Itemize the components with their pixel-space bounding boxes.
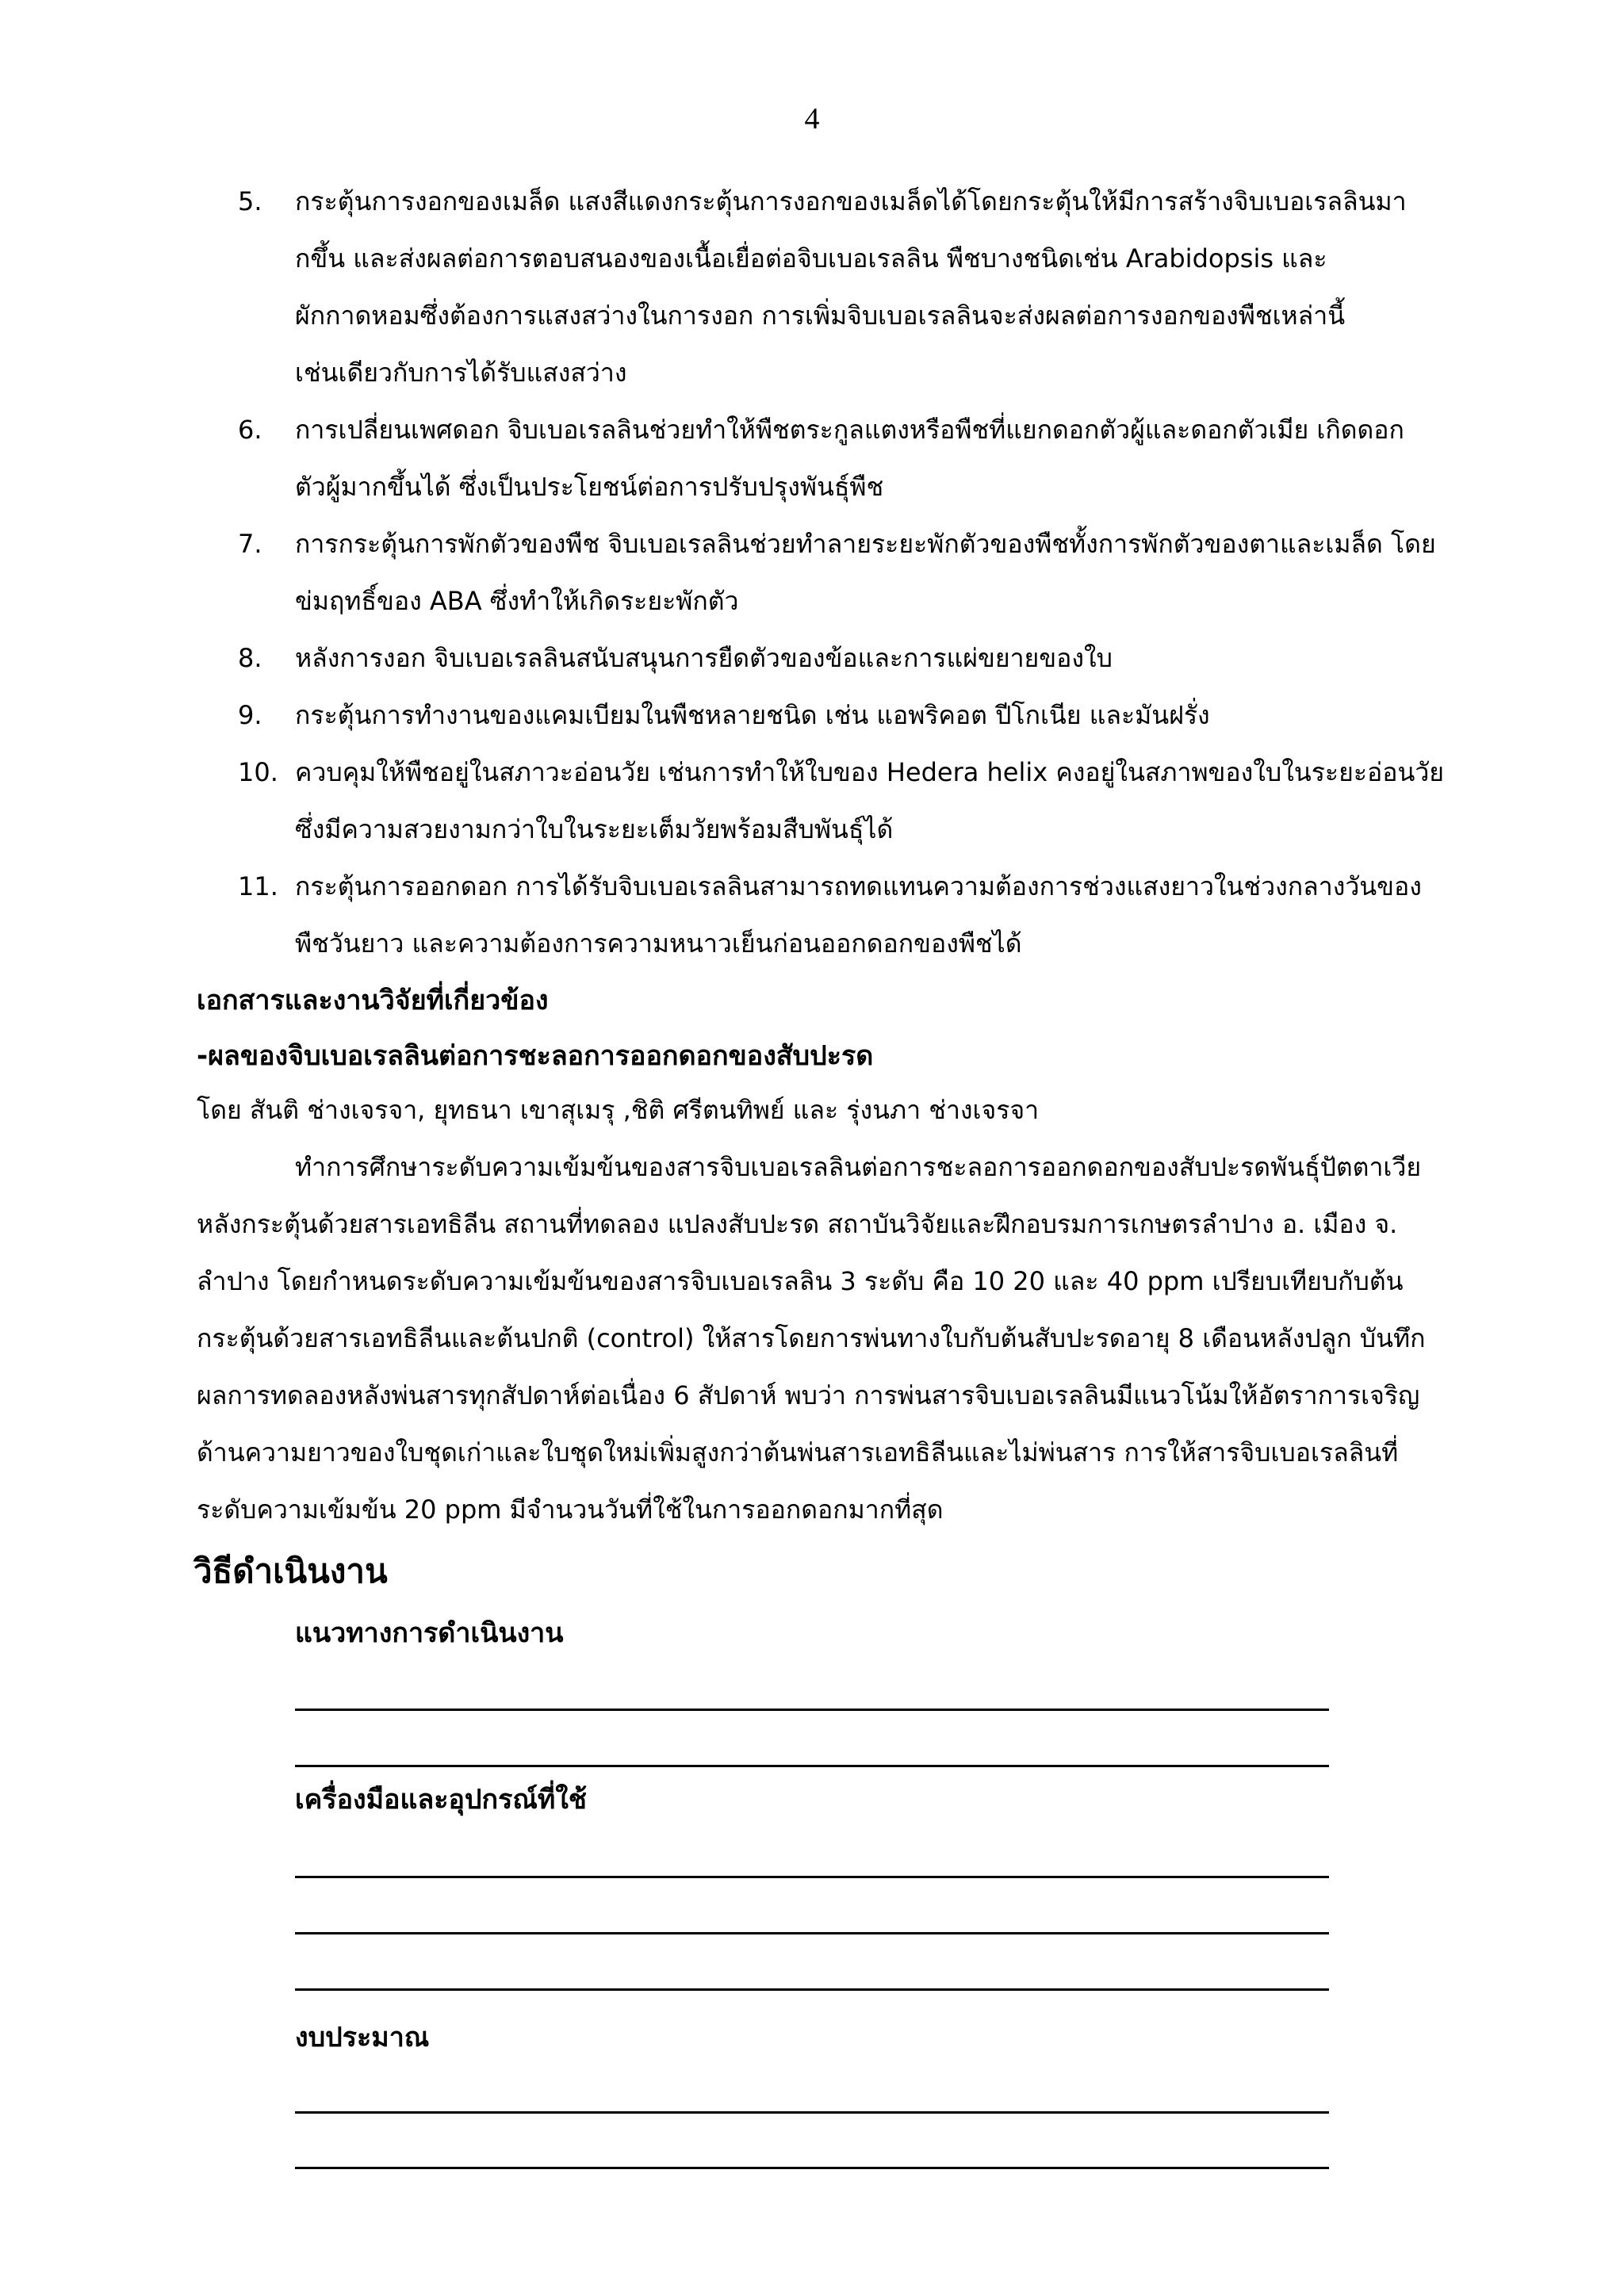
list-item-number: 10. [238,757,278,787]
approach-label: แนวทางการดำเนินงาน [295,1617,564,1649]
list-item-line: ซึ่งมีความสวยงามกว่าใบในระยะเต็มวัยพร้อมสืบพันธุ์ได้ [295,814,894,844]
list-item-line: กระตุ้นการทำงานของแคมเบียมในพืชหลายชนิด เช่น แอพริคอต ปีโกเนีย และมันฝรั่ง [295,700,1210,730]
list-item-line: ข่มฤทธิ์ของ ABA ซึ่งทำให้เกิดระยะพักตัว [295,586,739,616]
blank-fill-line [295,2167,1329,2169]
list-item-line: การเปลี่ยนเพศดอก จิบเบอเรลลินช่วยทำให้พืชตระกูลแตงหรือพืชที่แยกดอกตัวผู้และดอกตัวเมีย เกิดดอก [295,415,1404,445]
list-item-line: เช่นเดียวกับการได้รับแสงสว่าง [295,358,627,388]
list-item-line: ควบคุมให้พืชอยู่ในสภาวะอ่อนวัย เช่นการทำให้ใบของ Hedera helix คงอยู่ในสภาพของใบในระยะอ่อนวัย [295,757,1445,787]
page-number: 4 [804,102,820,136]
blank-fill-line [295,2111,1329,2114]
list-item-line: การกระตุ้นการพักตัวของพืช จิบเบอเรลลินช่วยทำลายระยะพักตัวของพืชทั้งการพักตัวของตาและเมล็ด โดย [295,529,1436,559]
list-item-line: พืชวันยาว และความต้องการความหนาวเย็นก่อนออกดอกของพืชได้ [295,928,1022,959]
abstract-line: ระดับความเข้มข้น 20 ppm มีจำนวนวันที่ใช้ในการออกดอกมากที่สุด [197,1494,944,1525]
abstract-line: ผลการทดลองหลังพ่นสารทุกสัปดาห์ต่อเนื่อง 6 สัปดาห์ พบว่า การพ่นสารจิบเบอเรลลินมีแนวโน้มให้อัตราการเจริญ [197,1380,1420,1410]
abstract-line: หลังกระตุ้นด้วยสารเอทธิลีน สถานที่ทดลอง แปลงสับปะรด สถาบันวิจัยและฝึกอบรมการเกษตรลำปาง อ. เมือง จ. [197,1209,1398,1239]
blank-fill-line [295,1932,1329,1934]
list-item-line: กขึ้น และส่งผลต่อการตอบสนองของเนื้อเยื่อต่อจิบเบอเรลลิน พืชบางชนิดเช่น Arabidopsis และ [295,243,1327,274]
list-item-number: 11. [238,871,278,901]
list-item-line: ผักกาดหอมซึ่งต้องการแสงสว่างในการงอก การเพิ่มจิบเบอเรลลินจะส่งผลต่อการงอกของพืชเหล่านี้ [295,300,1346,331]
research-authors: โดย สันติ ช่างเจรจา, ยุทธนา เขาสุเมรุ ,ชิติ ศรีตนทิพย์ และ รุ่งนภา ช่างเจรจา [197,1095,1040,1125]
related-research-heading: เอกสารและงานวิจัยที่เกี่ยวข้อง [197,985,549,1016]
blank-fill-line [295,1988,1329,1991]
list-item-number: 9. [238,700,262,730]
research-abstract [197,1138,1513,1538]
list-item-line: กระตุ้นการออกดอก การได้รับจิบเบอเรลลินสามารถทดแทนความต้องการช่วงแสงยาวในช่วงกลางวันของ [295,871,1422,901]
list-item-line: ตัวผู้มากขึ้นได้ ซึ่งเป็นประโยชน์ต่อการปรับปรุงพันธุ์พืช [295,472,884,502]
budget-label: งบประมาณ [295,2022,430,2053]
blank-fill-line [295,1876,1329,1878]
list-item-line: กระตุ้นการงอกของเมล็ด แสงสีแดงกระตุ้นการงอกของเมล็ดได้โดยกระตุ้นให้มีการสร้างจิบเบอเรลลินมา [295,186,1407,216]
research-title: -ผลของจิบเบอเรลลินต่อการชะลอการออกดอกของสับปะรด [197,1040,874,1072]
list-item-number: 6. [238,415,262,445]
list-item-number: 7. [238,529,262,559]
abstract-line: ลำปาง โดยกำหนดระดับความเข้มข้นของสารจิบเบอเรลลิน 3 ระดับ คือ 10 20 และ 40 ppm เปรียบเทียบกับต้น [197,1266,1404,1296]
list-item-number: 8. [238,643,262,673]
list-item-number: 5. [238,186,262,216]
abstract-line: ทำการศึกษาระดับความเข้มข้นของสารจิบเบอเรลลินต่อการชะลอการออกดอกของสับปะรดพันธุ์ปัตตาเวีย [295,1152,1422,1182]
blank-fill-line [295,1765,1329,1767]
tools-label: เครื่องมือและอุปกรณ์ที่ใช้ [295,1784,587,1816]
abstract-line: กระตุ้นด้วยสารเอทธิลีนและต้นปกติ (control) ให้สารโดยการพ่นทางใบกับต้นสับปะรดอายุ 8 เดือนหลังปลูก บันทึก [197,1323,1426,1353]
list-item-line: หลังการงอก จิบเบอเรลลินสนับสนุนการยืดตัวของข้อและการแผ่ขยายของใบ [295,643,1113,673]
blank-fill-line [295,1709,1329,1711]
methodology-title: วิธีดำเนินงาน [193,1552,388,1590]
abstract-line: ด้านความยาวของใบชุดเก่าและใบชุดใหม่เพิ่มสูงกว่าต้นพ่นสารเอทธิลีนและไม่พ่นสาร การให้สารจิบเบอเรลลินที่ [197,1437,1399,1468]
